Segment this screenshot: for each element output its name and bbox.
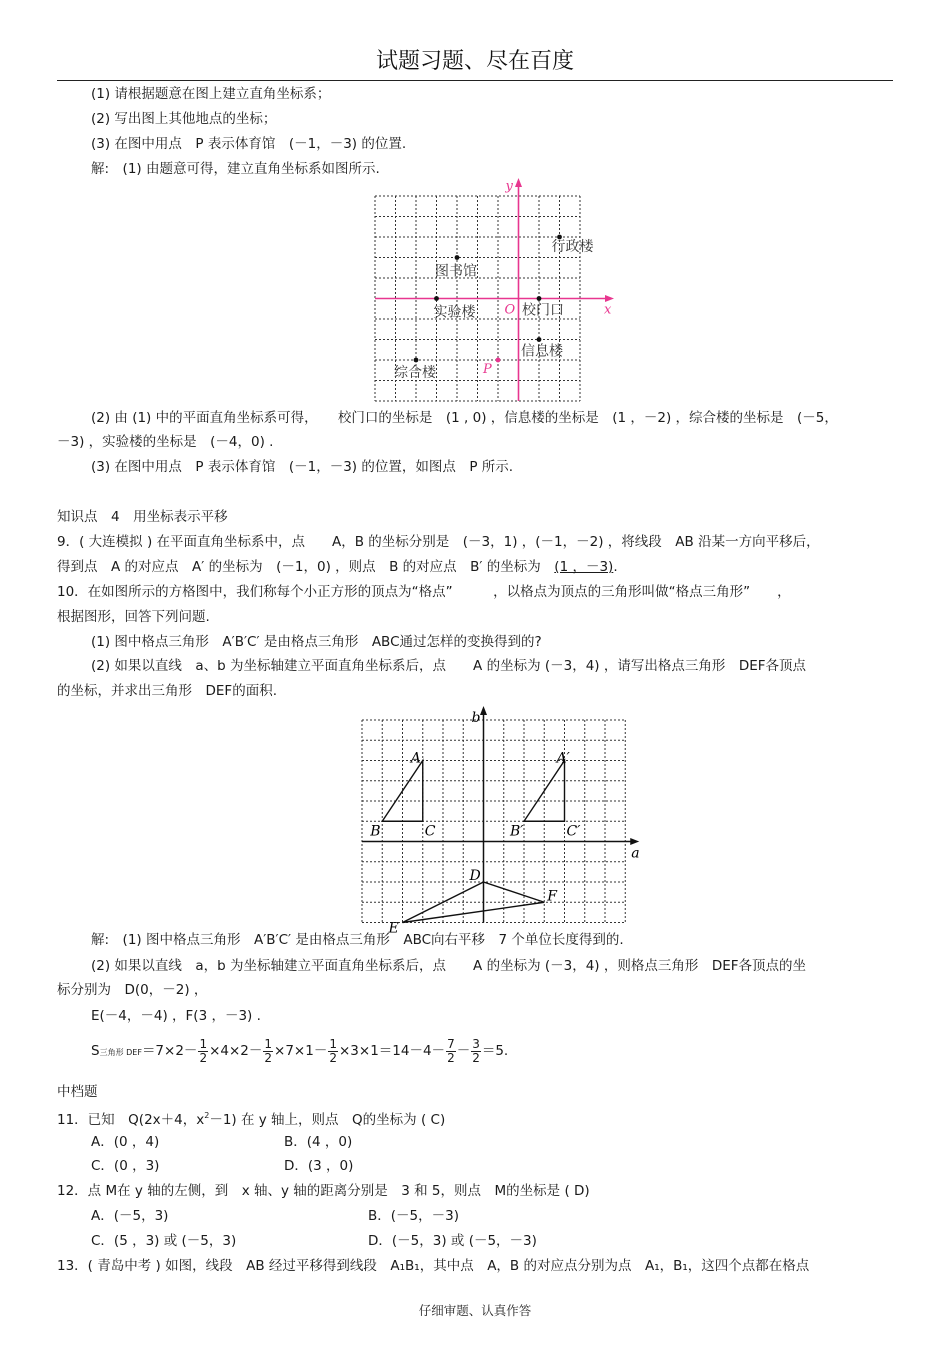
fraction-3: $\frac{1}{2}$ xyxy=(329,1036,337,1065)
place-label: 实验楼 xyxy=(433,304,476,321)
q11-option-b: B．(4 ，0) xyxy=(284,1134,353,1150)
point-label: B′ xyxy=(510,823,524,840)
page-title: 试题习题、尽在百度 xyxy=(375,49,574,74)
area-term-1: ＝7×2－ xyxy=(141,1043,198,1059)
q12-stem: 12．点 M在 y 轴的左侧，到 x 轴、y 轴的距离分别是 3 和 5，则点 M的坐标是 ( D) xyxy=(57,1183,590,1199)
q9-answer: (1 ，－3) xyxy=(554,559,614,575)
point-label: C xyxy=(424,823,436,840)
q10-part-2-line-1: (2) 如果以直线 a、b 为坐标轴建立平面直角坐标系后，点 A 的坐标为 (－3，4) ，请写出格点三角形 DEF各顶点 xyxy=(91,658,807,674)
area-term-2: ×4×2－ xyxy=(209,1043,263,1059)
y-axis-arrow xyxy=(515,178,522,187)
point-label: D xyxy=(469,868,481,884)
q13-line: 13．( 青岛中考 ) 如图，线段 AB 经过平移得到线段 A₁B₁，其中点 A，B 的对应点分别为点 A₁，B₁，这四个点都在格点 xyxy=(57,1258,810,1274)
fraction-4: $\frac{7}{2}$ xyxy=(447,1036,455,1065)
place-dot xyxy=(537,337,542,342)
area-term-5: － xyxy=(456,1043,471,1059)
place-label: 信息楼 xyxy=(521,343,563,360)
lattice-triangle-figure xyxy=(350,704,640,937)
question-part-2: (2) 写出图上其他地点的坐标； xyxy=(91,111,277,127)
q11-superscript: 2 xyxy=(204,1111,210,1120)
place-label: 图书馆 xyxy=(435,263,477,280)
place-dot xyxy=(414,358,419,363)
point-label: B xyxy=(370,823,381,840)
q11-option-c: C．(0 ，3) xyxy=(91,1158,160,1174)
solution-10-part-2-line-2: 标分别为 D(0，－2) ， xyxy=(57,982,208,998)
q11-stem-pre: 11．已知 Q(2x＋4，x xyxy=(57,1112,205,1128)
place-dot xyxy=(434,296,439,301)
point-label: A xyxy=(410,750,421,767)
place-label: 校门口 xyxy=(522,302,564,319)
fraction-5: $\frac{3}{2}$ xyxy=(472,1036,480,1065)
fraction-1: $\frac{1}{2}$ xyxy=(199,1036,208,1065)
q9-line-2-text: 得到点 A 的对应点 A′ 的坐标为 (－1，0) ，则点 B 的对应点 B′ 的坐标为 xyxy=(57,559,555,575)
place-dot xyxy=(455,255,460,260)
area-symbol: S xyxy=(91,1043,100,1059)
q9-period: . xyxy=(613,559,618,575)
b-axis-label: b xyxy=(471,710,481,726)
q10-line-2: 根据图形，回答下列问题. xyxy=(57,609,210,625)
campus-map-figure xyxy=(360,176,620,406)
a-axis-label: a xyxy=(631,845,640,862)
q9-line-2 xyxy=(57,558,618,576)
point-label: F xyxy=(547,888,557,905)
point-label: A′ xyxy=(556,750,570,767)
q12-option-c: C．(5 ，3) 或 (－5，3) xyxy=(91,1233,237,1249)
place-label: 综合楼 xyxy=(394,365,436,381)
q11-option-a: A．(0 ，4) xyxy=(91,1134,160,1150)
header-rule xyxy=(57,80,893,81)
point-label: E xyxy=(388,920,399,937)
area-term-6: ＝5. xyxy=(481,1043,509,1059)
point-label: C′ xyxy=(566,823,581,840)
a-axis-arrow xyxy=(630,838,639,845)
solution-part-2-line-2: －3) ，实验楼的坐标是 (－4，0) . xyxy=(57,434,274,450)
solution-10-part-2-line-1: (2) 如果以直线 a，b 为坐标轴建立平面直角坐标系后，点 A 的坐标为 (－3，4) ，则格点三角形 DEF各顶点的坐 xyxy=(91,958,807,974)
q10-part-1: (1) 图中格点三角形 A′B′C′ 是由格点三角形 ABC通过怎样的变换得到的? xyxy=(91,634,542,650)
q9-line-1: 9．( 大连模拟 ) 在平面直角坐标系中，点 A，B 的坐标分别是 (－3，1) ，(－1，－2) ，将线段 AB 沿某一方向平移后， xyxy=(57,534,820,550)
page-footer: 仔细审题、认真作答 xyxy=(418,1303,532,1318)
solution-10-coords: E(－4，－4) ，F(3 ，－3) . xyxy=(91,1008,261,1024)
question-part-1: (1) 请根据题意在图上建立直角坐标系； xyxy=(91,86,331,102)
origin-label: O xyxy=(504,302,516,318)
place-label: P xyxy=(483,362,492,377)
fraction-2: $\frac{1}{2}$ xyxy=(264,1036,273,1065)
area-term-3: ×7×1－ xyxy=(274,1043,328,1059)
b-axis-arrow xyxy=(480,706,487,715)
x-axis-arrow xyxy=(605,295,614,302)
solution-part-2-line-1: (2) 由 (1) 中的平面直角坐标系可得， 校门口的坐标是 (1 , 0) ，信息楼的坐标是 (1 ，－2) ，综合楼的坐标是 (－5， xyxy=(91,410,838,426)
solution-part-3: (3) 在图中用点 P 表示体育馆 (－1，－3) 的位置，如图点 P 所示. xyxy=(91,459,514,475)
solution-intro: 解: (1) 由题意可得，建立直角坐标系如图所示. xyxy=(91,161,380,177)
y-axis-label: y xyxy=(505,179,513,194)
place-label: 行政楼 xyxy=(551,239,594,255)
place-dot xyxy=(496,358,501,363)
q11-option-d: D．(3 ，0) xyxy=(284,1158,354,1174)
q10-line-1: 10．在如图所示的方格图中，我们称每个小正方形的顶点为“格点” ，以格点为顶点的三角形叫做“格点三角形” ， xyxy=(57,584,791,600)
place-dot xyxy=(537,296,542,301)
area-subscript: 三角形 DEF xyxy=(99,1048,142,1057)
question-part-3: (3) 在图中用点 P 表示体育馆 (－1，－3) 的位置. xyxy=(91,136,407,152)
q10-part-2-line-2: 的坐标，并求出三角形 DEF的面积. xyxy=(57,683,277,699)
solution-10-part-1: 解: (1) 图中格点三角形 A′B′C′ 是由格点三角形 ABC向右平移 7 个单位长度得到的. xyxy=(91,932,624,948)
area-term-4: ×3×1＝14－4－ xyxy=(338,1043,446,1059)
section-mid-title: 中档题 xyxy=(57,1084,98,1100)
q11-stem xyxy=(57,1107,445,1129)
area-formula xyxy=(91,1036,508,1068)
q12-option-a: A．(－5，3) xyxy=(91,1208,169,1224)
section-title-4: 知识点 4 用坐标表示平移 xyxy=(57,509,228,525)
q12-option-d: D．(－5，3) 或 (－5，－3) xyxy=(368,1233,537,1249)
q11-stem-post: －1) 在 y 轴上，则点 Q的坐标为 ( C) xyxy=(209,1112,446,1128)
q12-option-b: B．(－5，－3) xyxy=(368,1208,459,1224)
x-axis-label: x xyxy=(604,302,612,318)
